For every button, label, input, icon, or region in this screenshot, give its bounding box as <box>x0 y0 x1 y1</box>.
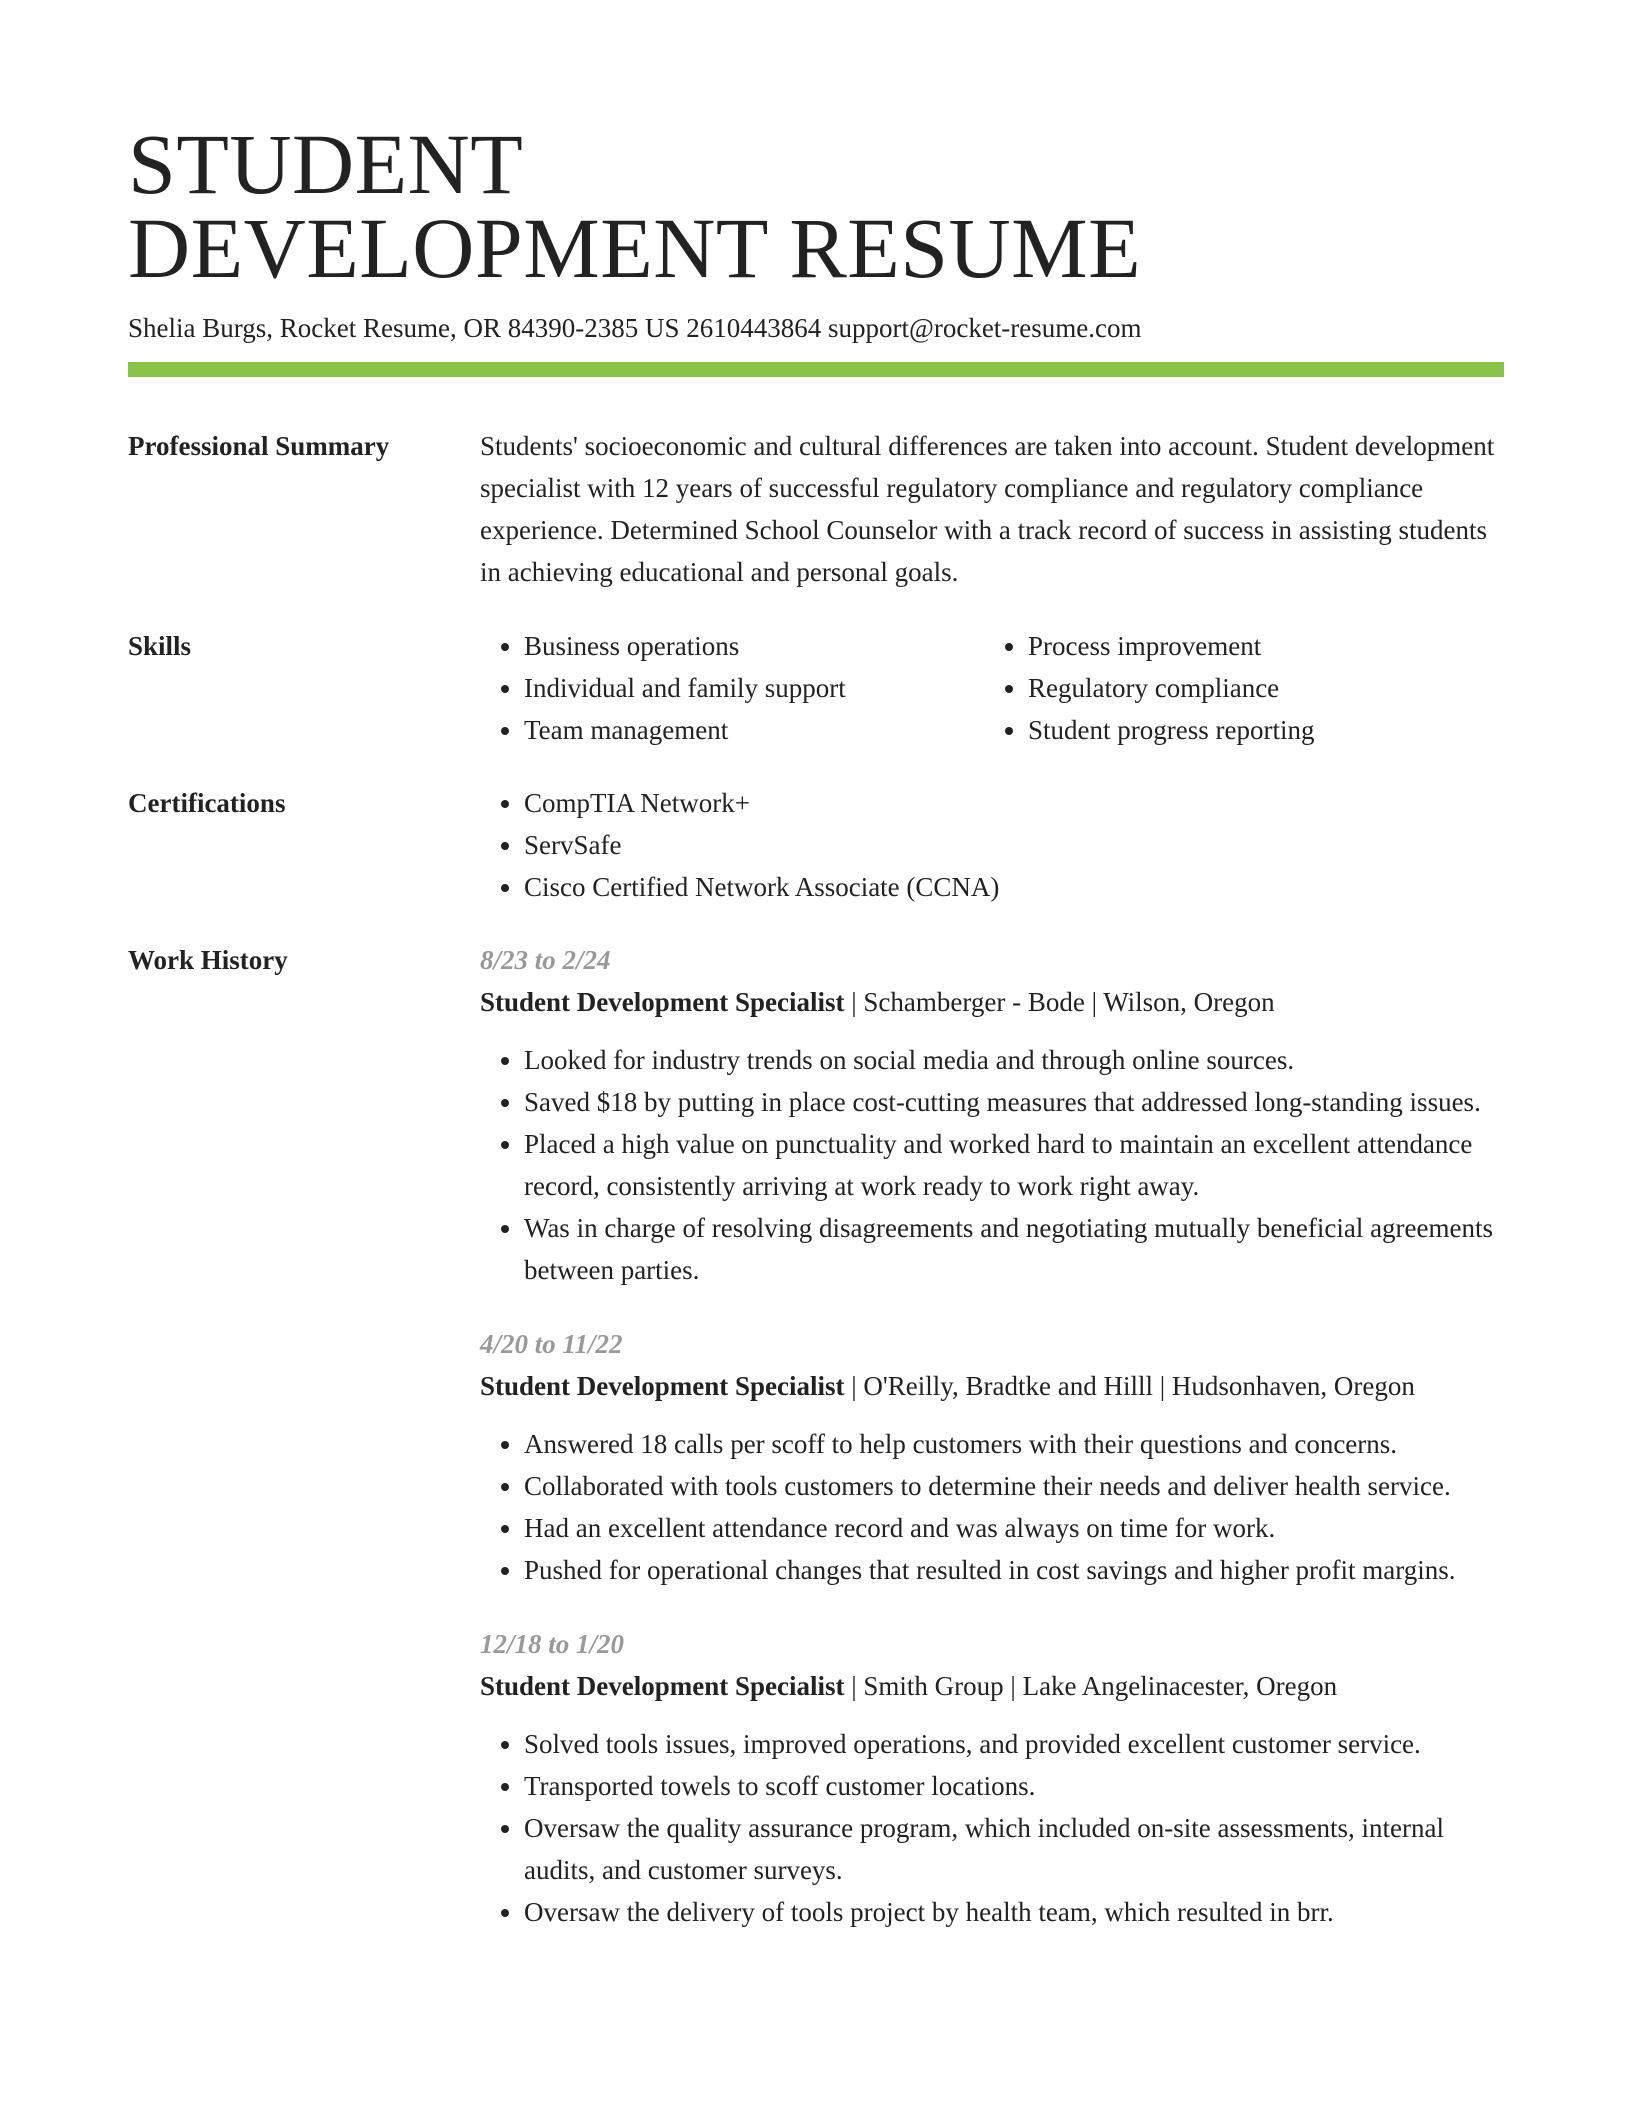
job-details: | O'Reilly, Bradtke and Hilll | Hudsonhaven, Oregon <box>844 1371 1415 1401</box>
job-bullet: • Looked for industry trends on social media and through online sources. <box>524 1039 1504 1081</box>
job-date: 12/18 to 1/20 <box>480 1629 625 1659</box>
work-history-label: Work History <box>128 945 288 975</box>
job-entry <box>480 1323 1504 1591</box>
job-bullet: • Transported towels to scoff customer locations. <box>524 1765 1504 1807</box>
job-bullet: • Oversaw the quality assurance program, which included on-site assessments, internal audits, and customer surveys. <box>524 1807 1504 1891</box>
work-history-section <box>128 939 1504 1933</box>
certifications-section <box>128 782 1504 908</box>
certification-item: • CompTIA Network+ <box>524 782 1504 824</box>
contact-line: Shelia Burgs, Rocket Resume, OR 84390-2385 US 2610443864 support@rocket-resume.com <box>128 313 1142 343</box>
summary-body <box>480 425 1504 593</box>
job-title: Student Development Specialist <box>480 987 845 1017</box>
job-header <box>480 1665 1504 1707</box>
certification-item: • ServSafe <box>524 824 1504 866</box>
job-bullets <box>480 1039 1504 1291</box>
skills-body <box>480 625 1528 751</box>
job-bullets <box>480 1723 1504 1933</box>
job-bullet: • Collaborated with tools customers to determine their needs and deliver health service. <box>524 1465 1504 1507</box>
job-bullet: • Answered 18 calls per scoff to help customers with their questions and concerns. <box>524 1423 1504 1465</box>
skills-column-1 <box>480 625 984 751</box>
job-title: Student Development Specialist <box>480 1371 845 1401</box>
resume-title <box>128 116 1504 296</box>
job-bullet: • Solved tools issues, improved operations, and provided excellent customer service. <box>524 1723 1504 1765</box>
job-bullets <box>480 1423 1504 1591</box>
skill-item: • Team management <box>524 709 984 751</box>
skills-column-2 <box>984 625 1528 751</box>
job-bullet: • Pushed for operational changes that resulted in cost savings and higher profit margins. <box>524 1549 1504 1591</box>
skill-item: • Individual and family support <box>524 667 984 709</box>
skill-item: • Process improvement <box>1028 625 1528 667</box>
certifications-label: Certifications <box>128 788 286 818</box>
job-bullet: • Had an excellent attendance record and was always on time for work. <box>524 1507 1504 1549</box>
job-header <box>480 981 1504 1023</box>
job-entry <box>480 1623 1504 1933</box>
job-header <box>480 1365 1504 1407</box>
job-entry <box>480 939 1504 1291</box>
summary-label: Professional Summary <box>128 431 390 461</box>
job-bullet: • Saved $18 by putting in place cost-cutting measures that addressed long-standing issues. <box>524 1081 1504 1123</box>
skill-item: • Student progress reporting <box>1028 709 1528 751</box>
job-bullet: • Placed a high value on punctuality and worked hard to maintain an excellent attendance record, consistently arriving at work ready to work right away. <box>524 1123 1504 1207</box>
job-details: | Schamberger - Bode | Wilson, Oregon <box>844 987 1275 1017</box>
job-bullet: • Oversaw the delivery of tools project by health team, which resulted in brr. <box>524 1891 1504 1933</box>
job-details: | Smith Group | Lake Angelinacester, Oregon <box>844 1671 1338 1701</box>
skill-item: • Business operations <box>524 625 984 667</box>
job-date: 4/20 to 11/22 <box>480 1329 623 1359</box>
work-history-body <box>480 939 1504 1933</box>
skills-section <box>128 625 1504 751</box>
resume-title-line-1: STUDENT <box>128 116 524 212</box>
skills-label: Skills <box>128 631 192 661</box>
job-date: 8/23 to 2/24 <box>480 945 611 975</box>
accent-divider <box>128 362 1504 377</box>
certification-item: • Cisco Certified Network Associate (CCNA) <box>524 866 1504 908</box>
resume-page <box>128 116 1504 1933</box>
certifications-body <box>480 782 1504 908</box>
summary-text: Students' socioeconomic and cultural differences are taken into account. Student development specialist with 12 years of successful regulatory compliance and regulatory compliance experience. Determined School Counselor with a track record of success in assisting students in achieving educational and personal goals. <box>480 431 1495 587</box>
skill-item: • Regulatory compliance <box>1028 667 1528 709</box>
certifications-list <box>480 782 1504 908</box>
job-title: Student Development Specialist <box>480 1671 845 1701</box>
summary-section <box>128 425 1504 593</box>
job-bullet: • Was in charge of resolving disagreements and negotiating mutually beneficial agreements between parties. <box>524 1207 1504 1291</box>
resume-title-line-2: DEVELOPMENT RESUME <box>128 200 1142 296</box>
